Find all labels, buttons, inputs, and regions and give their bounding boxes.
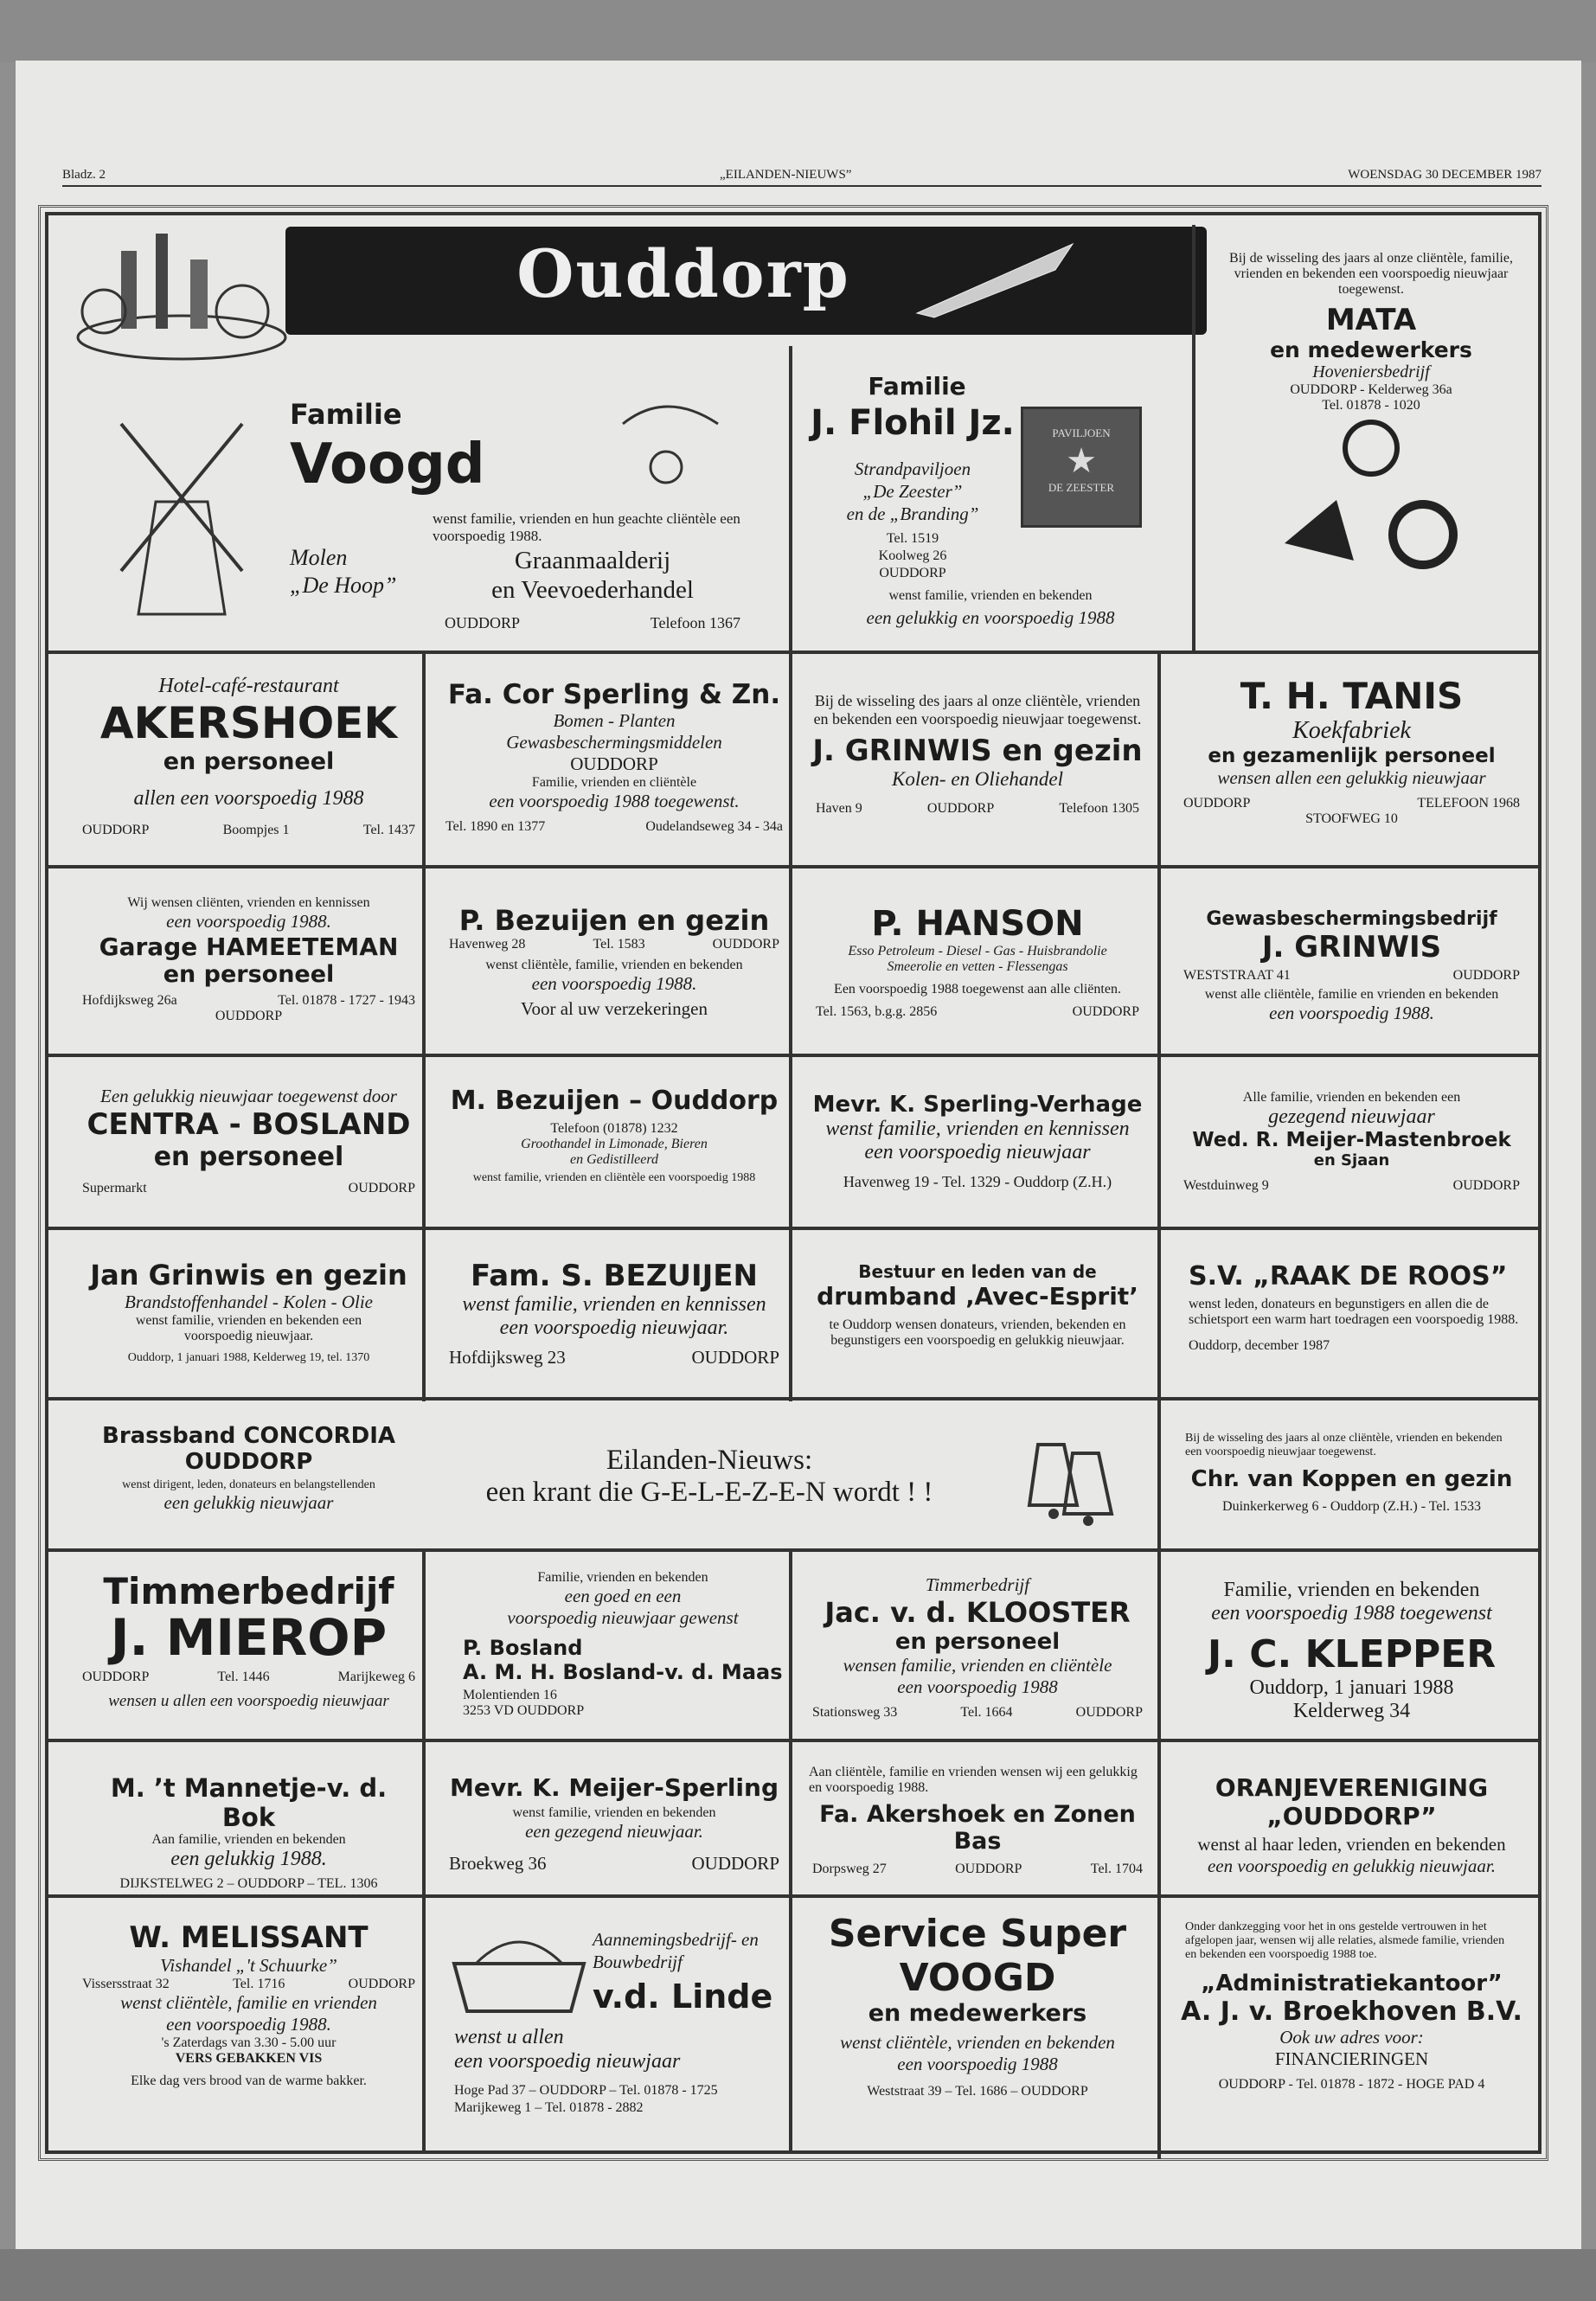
- akershoekbas-place: OUDDORP: [955, 1862, 1022, 1876]
- krant-l2: een krant die G-E-L-E-Z-E-N wordt ! !: [485, 1477, 933, 1508]
- linde-l1: wenst u allen: [454, 2026, 564, 2048]
- ad-hameeteman: [82, 895, 415, 1024]
- flohil-l1: Strandpaviljoen: [854, 458, 971, 479]
- sperling-wish: een voorspoedig 1988 toegewenst.: [489, 791, 740, 811]
- ad-hanson: [809, 904, 1146, 1020]
- melissant-biz: Vishandel „'t Schuurke”: [160, 1955, 337, 1976]
- service-name1: Service Super: [828, 1912, 1127, 1956]
- vdivider-mata: [1192, 225, 1195, 651]
- drumband-text: te Ouddorp wensen donateurs, vrienden, bekenden en begunstigers een voorspoedig en gelukkig nieuwjaar.: [829, 1317, 1126, 1348]
- ad-k-meijer: [445, 1773, 783, 1875]
- sbezuijen-contact: [445, 1347, 783, 1368]
- ad-bosland: [445, 1570, 783, 1719]
- ad-jan-grinwis: [82, 1259, 415, 1365]
- hameeteman-wish: een voorspoedig 1988.: [166, 911, 331, 932]
- divider-row4: [48, 1227, 1538, 1230]
- mierop-name: J. MIEROP: [110, 1608, 388, 1667]
- mbezuijen-name: M. Bezuijen – Ouddorp: [450, 1086, 779, 1116]
- oranje-name2: „OUDDORP”: [1266, 1802, 1437, 1830]
- linde-name: v.d. Linde: [593, 1977, 773, 2016]
- kmeijer-place: OUDDORP: [691, 1853, 779, 1874]
- klooster-addr: Stationsweg 33: [812, 1705, 898, 1720]
- hameeteman-contact: [82, 993, 415, 1009]
- divider-row1: [48, 651, 1538, 654]
- ad-service-super-voogd: [809, 1912, 1146, 2099]
- mata-intro: Bij de wisseling des jaars al onze cliëntèle, familie, vrienden en bekenden een voorspoedig nieuwjaar toegewenst.: [1229, 251, 1513, 297]
- akershoek-tel: Tel. 1437: [362, 823, 415, 837]
- mierop-wish: wensen u allen een voorspoedig nieuwjaar: [108, 1692, 389, 1710]
- melissant-l4: VERS GEBAKKEN VIS: [175, 2051, 323, 2066]
- bread-basket-icon: [450, 1920, 588, 2016]
- vdivider-b2: [789, 1552, 792, 2150]
- banner-title: Ouddorp: [516, 235, 850, 312]
- tanis-wish: wensen allen een gelukkig nieuwjaar: [1217, 767, 1486, 788]
- bezuijen1-tel: Tel. 1583: [593, 937, 645, 952]
- akershoekbas-intro: Aan cliëntèle, familie en vrienden wensen wij een gelukkig en voorspoedig 1988.: [809, 1765, 1138, 1795]
- bosland-name2: A. M. H. Bosland-v. d. Maas: [463, 1660, 783, 1684]
- klepper-l1: Familie, vrienden en bekenden: [1223, 1579, 1480, 1601]
- divider-row7: [48, 1739, 1538, 1742]
- page-number: Bladz. 2: [62, 168, 106, 182]
- zeester-stamp: [1021, 407, 1142, 528]
- garden-tools-icon: [1259, 413, 1484, 578]
- meijer-addr: Westduinweg 9: [1183, 1178, 1269, 1193]
- ad-klepper: [1176, 1579, 1527, 1723]
- ad-concordia: [82, 1423, 415, 1514]
- centra-contact: [82, 1181, 415, 1196]
- akershoekbas-addr: Dorpsweg 27: [812, 1862, 887, 1876]
- sbezuijen-place: OUDDORP: [691, 1347, 779, 1368]
- akershoekbas-name2: Bas: [953, 1828, 1002, 1855]
- ad-grinwis-kolen: [809, 692, 1146, 817]
- grinwis1-name: J. GRINWIS en gezin: [812, 734, 1143, 768]
- meijer-sub: en Sjaan: [1313, 1151, 1390, 1170]
- concordia-text: wenst dirigent, leden, donateurs en belangstellenden: [122, 1478, 375, 1491]
- hameeteman-name: Garage HAMEETEMAN: [99, 933, 399, 961]
- voogd-molen: Molen: [290, 545, 348, 570]
- centra-place: OUDDORP: [348, 1181, 415, 1195]
- bezuijen1-wish: een voorspoedig 1988.: [531, 973, 697, 994]
- klepper-name: J. C. KLEPPER: [1207, 1632, 1497, 1676]
- melissant-place: OUDDORP: [348, 1977, 415, 1991]
- linde-biz2: Bouwbedrijf: [593, 1952, 683, 1972]
- service-addr: Weststraat 39 – Tel. 1686 – OUDDORP: [867, 2084, 1088, 2099]
- ad-bezuijen-verzekeringen: [445, 904, 783, 1020]
- hanson-text: Een voorspoedig 1988 toegewenst aan alle cliënten.: [834, 982, 1121, 997]
- mata-sub: en medewerkers: [1270, 337, 1472, 362]
- mbezuijen-tel: Telefoon (01878) 1232: [550, 1121, 678, 1136]
- grinwis2-top: Gewasbeschermingsbedrijf: [1206, 908, 1497, 930]
- vdivider-a2: [422, 1552, 426, 2150]
- oranje-text: wenst al haar leden, vrienden en bekenden: [1197, 1834, 1506, 1855]
- bok-wish: een gelukkig 1988.: [170, 1848, 327, 1870]
- sperling-name: Fa. Cor Sperling & Zn.: [447, 679, 781, 710]
- klooster-top: Timmerbedrijf: [925, 1574, 1030, 1595]
- melissant-name: W. MELISSANT: [129, 1920, 369, 1955]
- tanis-tel: TELEFOON 1968: [1417, 796, 1520, 811]
- bosland-zip: 3253 VD OUDDORP: [463, 1703, 585, 1718]
- ad-grinwis-gewas: [1176, 908, 1527, 1024]
- bezuijen1-extra: Voor al uw verzekeringen: [521, 998, 708, 1019]
- meijer-wish: gezegend nieuwjaar: [1268, 1106, 1435, 1128]
- hanson-name: P. HANSON: [871, 904, 1084, 944]
- grinwis1-intro: Bij de wisseling des jaars al onze cliëntèle, vrienden en bekenden een voorspoedig nieuwjaar toegewenst.: [813, 692, 1142, 727]
- ad-van-koppen: [1176, 1432, 1527, 1515]
- voogd-place: OUDDORP: [445, 614, 521, 631]
- divider-row3: [48, 1054, 1538, 1057]
- mierop-place: OUDDORP: [82, 1670, 150, 1684]
- hanson-l1: Esso Petroleum - Diesel - Gas - Huisbrandolie: [848, 944, 1107, 958]
- divider-row6: [48, 1548, 1538, 1552]
- tanis-biz: Koekfabriek: [1292, 717, 1411, 744]
- admin-addr: OUDDORP - Tel. 01878 - 1872 - HOGE PAD 4: [1218, 2077, 1485, 2092]
- kmeijer-wish: een gezegend nieuwjaar.: [525, 1821, 703, 1842]
- flohil-addr: Koolweg 26: [878, 548, 947, 563]
- admin-name1: „Administratiekantoor”: [1201, 1971, 1503, 1997]
- raak-text: wenst leden, donateurs en begunstigers en allen die de schietsport een warm hart toedragen een voorspoedig 1988.: [1189, 1297, 1519, 1327]
- kmeijer-name: Mevr. K. Meijer-Sperling: [449, 1773, 779, 1802]
- grinwis2-name: J. GRINWIS: [1261, 930, 1442, 965]
- flohil-l3: en de „Branding”: [846, 503, 979, 524]
- melissant-l2: een voorspoedig 1988.: [166, 2014, 331, 2035]
- centra-sub: en personeel: [153, 1142, 344, 1172]
- flohil-text: wenst familie, vrienden en bekenden: [888, 588, 1093, 603]
- melissant-addr: Vissersstraat 32: [82, 1977, 170, 1991]
- akershoekbas-contact: [809, 1862, 1146, 1877]
- grinwis1-place: OUDDORP: [926, 801, 995, 816]
- bezuijen1-name: P. Bezuijen en gezin: [458, 904, 770, 937]
- service-l1: wenst cliëntèle, vrienden en bekenden: [840, 2032, 1115, 2053]
- vdivider-b: [789, 346, 792, 1401]
- kmeijer-text: wenst familie, vrienden en bekenden: [512, 1805, 716, 1820]
- jgrinwis-addr: Ouddorp, 1 januari 1988, Kelderweg 19, tel. 1370: [127, 1351, 370, 1364]
- klepper-date: Ouddorp, 1 januari 1988: [1249, 1676, 1454, 1699]
- flohil-tel: Tel. 1519: [886, 531, 939, 546]
- mata-addr: OUDDORP - Kelderweg 36a: [1290, 382, 1452, 397]
- voogd-biz2: en Veevoederhandel: [491, 576, 694, 604]
- hameeteman-intro: Wij wensen cliënten, vrienden en kennissen: [127, 895, 370, 910]
- ad-tanis: [1176, 675, 1527, 827]
- akershoek-place: OUDDORP: [82, 823, 150, 837]
- ad-raak-de-roos: [1176, 1261, 1527, 1354]
- bezuijen1-addr: Havenweg 28: [449, 937, 526, 952]
- jgrinwis-name: Jan Grinwis en gezin: [90, 1259, 407, 1292]
- voogd-contact: [433, 614, 753, 632]
- koppen-name: Chr. van Koppen en gezin: [1190, 1466, 1513, 1492]
- tanis-name: T. H. TANIS: [1240, 675, 1464, 717]
- grinwis2-wish: een voorspoedig 1988.: [1269, 1003, 1434, 1023]
- windmill-illustration: [95, 398, 268, 623]
- ouddorp-banner: [285, 227, 1207, 335]
- mierop-tel: Tel. 1446: [217, 1670, 270, 1684]
- drumband-top: Bestuur en leden van de: [858, 1261, 1097, 1282]
- hanson-tel: Tel. 1563, b.g.g. 2856: [816, 1004, 938, 1019]
- service-sub: en medewerkers: [868, 2000, 1087, 2027]
- melissant-l3: 's Zaterdags van 3.30 - 5.00 uur: [161, 2035, 337, 2050]
- voogd-tel: Telefoon 1367: [650, 614, 740, 631]
- mbezuijen-text: wenst familie, vrienden en cliëntèle een voorspoedig 1988: [472, 1171, 756, 1184]
- newspaper-name: „EILANDEN-NIEUWS”: [720, 168, 852, 182]
- klooster-l2: een voorspoedig 1988: [897, 1676, 1058, 1697]
- klooster-l1: wensen familie, vrienden en cliëntèle: [843, 1655, 1112, 1676]
- klooster-sub: en personeel: [894, 1629, 1061, 1655]
- tanis-addr: STOOFWEG 10: [1305, 811, 1398, 826]
- bok-text: Aan familie, vrienden en bekenden: [151, 1832, 346, 1847]
- akershoek-top: Hotel-café-restaurant: [158, 675, 339, 697]
- melissant-l1: wenst cliëntèle, familie en vrienden: [120, 1992, 377, 2013]
- quill-illustration: [908, 235, 1081, 322]
- flohil-wish: een gelukkig en voorspoedig 1988: [866, 607, 1115, 628]
- hanson-l2: Smeerolie en vetten - Flessengas: [887, 959, 1068, 974]
- jgrinwis-biz: Brandstoffenhandel - Kolen - Olie: [125, 1292, 373, 1312]
- still-life-illustration: [69, 208, 294, 363]
- service-l2: een voorspoedig 1988: [897, 2054, 1058, 2074]
- vdivider-a: [422, 654, 426, 1401]
- mierop-contact: [82, 1670, 415, 1685]
- raak-name: S.V. „RAAK DE ROOS”: [1189, 1261, 1508, 1292]
- krant-l1: Eilanden-Nieuws:: [606, 1445, 813, 1476]
- raak-date: Ouddorp, december 1987: [1189, 1338, 1330, 1353]
- meijer-name: Wed. R. Meijer-Mastenbroek: [1192, 1129, 1511, 1151]
- bells-icon: [1012, 1419, 1125, 1531]
- koppen-addr: Duinkerkerweg 6 - Ouddorp (Z.H.) - Tel. 1533: [1222, 1499, 1481, 1514]
- divider-row5: [48, 1397, 1538, 1400]
- admin-intro: Onder dankzegging voor het in ons gestelde vertrouwen in het afgelopen jaar, wensen wij alle relaties, alsmede familie, vrienden en bekenden een voorspoedig 1988 toe.: [1185, 1920, 1505, 1961]
- bok-addr: DIJKSTELWEG 2 – OUDDORP – TEL. 1306: [119, 1876, 378, 1891]
- tanis-place: OUDDORP: [1183, 796, 1251, 811]
- meijer-place: OUDDORP: [1452, 1178, 1520, 1193]
- grain-illustration: [614, 389, 727, 493]
- hameeteman-sub: en personeel: [163, 961, 335, 988]
- ad-akershoek: [82, 675, 415, 838]
- klooster-name: Jac. v. d. KLOOSTER: [824, 1596, 1131, 1629]
- voogd-biz1: Graanmaalderij: [514, 547, 671, 574]
- ad-k-sperling: [809, 1092, 1146, 1191]
- mata-tel: Tel. 01878 - 1020: [1322, 398, 1420, 413]
- grinwis2-text: wenst alle cliëntèle, familie en vrienden en bekenden: [1204, 987, 1499, 1002]
- admin-l2: FINANCIERINGEN: [1274, 2048, 1429, 2069]
- akershoekbas-name1: Fa. Akershoek en Zonen: [819, 1801, 1136, 1828]
- scan-background-top: [0, 0, 1596, 62]
- mbezuijen-l1: Groothandel in Limonade, Bieren: [521, 1137, 708, 1151]
- ad-sperling: [445, 679, 783, 835]
- klooster-tel: Tel. 1664: [960, 1705, 1013, 1720]
- melissant-tel: Tel. 1716: [233, 1977, 285, 1991]
- akershoek-sub: en personeel: [163, 748, 335, 775]
- mbezuijen-l2: en Gedistilleerd: [569, 1152, 659, 1167]
- ad-s-bezuijen: [445, 1259, 783, 1368]
- service-name2: VOOGD: [899, 1956, 1056, 2000]
- akershoek-name: AKERSHOEK: [99, 698, 398, 748]
- hanson-place: OUDDORP: [1072, 1004, 1139, 1019]
- ad-eilanden-nieuws: [450, 1445, 969, 1509]
- grinwis2-place: OUDDORP: [1452, 968, 1520, 983]
- flohil-familie: Familie: [868, 372, 966, 401]
- klooster-contact: [809, 1705, 1146, 1721]
- admin-l1: Ook uw adres voor:: [1279, 2027, 1424, 2048]
- sbezuijen-addr: Hofdijksweg 23: [449, 1347, 566, 1368]
- akershoekbas-tel: Tel. 1704: [1090, 1862, 1143, 1876]
- tanis-contact: [1176, 796, 1527, 811]
- stamp-text-1: PAVILJOEN: [1052, 426, 1111, 439]
- kmeijer-contact: [445, 1853, 783, 1875]
- mierop-addr: Marijkeweg 6: [337, 1670, 415, 1684]
- sbezuijen-name: Fam. S. BEZUIJEN: [471, 1259, 758, 1293]
- kmeijer-addr: Broekweg 36: [449, 1853, 547, 1874]
- scan-background-bottom: [0, 2249, 1596, 2301]
- sperling-addr: Oudelandseweg 34 - 34a: [645, 819, 783, 834]
- oranje-wish: een voorspoedig en gelukkig nieuwjaar.: [1207, 1856, 1496, 1876]
- bezuijen1-text: wenst cliëntèle, familie, vrienden en bekenden: [485, 958, 743, 972]
- sperling-text: Familie, vrienden en cliëntèle: [531, 775, 697, 790]
- ad-mierop: [82, 1570, 415, 1711]
- akershoek-addr: Boompjes 1: [222, 823, 290, 837]
- bosland-addr: Molentienden 16: [463, 1688, 557, 1702]
- page-header: [62, 164, 1542, 187]
- meijer-intro: Alle familie, vrienden en bekenden een: [1242, 1090, 1461, 1105]
- centra-left: Supermarkt: [82, 1181, 147, 1195]
- koppen-intro: Bij de wisseling des jaars al onze cliëntèle, vrienden en bekenden een voorspoedig nieuwjaar toegewenst.: [1185, 1432, 1503, 1458]
- ad-centra: [82, 1086, 415, 1196]
- bosland-l3: voorspoedig nieuwjaar gewenst: [507, 1607, 739, 1628]
- linde-a2: Marijkeweg 1 – Tel. 01878 - 2882: [454, 2100, 644, 2115]
- star-icon: ★: [1066, 441, 1097, 480]
- centra-name: CENTRA - BOSLAND: [87, 1107, 411, 1142]
- voogd-name: Voogd: [290, 433, 485, 497]
- centra-top: Een gelukkig nieuwjaar toegewenst door: [100, 1086, 397, 1106]
- divider-row8: [48, 1894, 1538, 1898]
- grinwis2-contact: [1176, 968, 1527, 984]
- hameeteman-tel: Tel. 01878 - 1727 - 1943: [278, 993, 415, 1008]
- klepper-addr: Kelderweg 34: [1292, 1700, 1411, 1722]
- bosland-name1: P. Bosland: [463, 1636, 583, 1660]
- ksperling-l1: wenst familie, vrienden en kennissen: [825, 1118, 1130, 1140]
- drumband-name: drumband ‚Avec-Esprit’: [817, 1282, 1138, 1311]
- klepper-l2: een voorspoedig 1988 toegewenst: [1211, 1602, 1492, 1625]
- flohil-l2: „De Zeester”: [862, 481, 963, 502]
- ad-meijer-mastenbroek: [1176, 1090, 1527, 1194]
- grinwis1-tel: Telefoon 1305: [1059, 801, 1139, 816]
- concordia-wish: een gelukkig nieuwjaar: [163, 1492, 334, 1513]
- linde-l2: een voorspoedig nieuwjaar: [454, 2050, 681, 2073]
- klooster-place: OUDDORP: [1075, 1705, 1143, 1720]
- voogd-hoop: „De Hoop”: [290, 573, 397, 598]
- mata-biz: Hoveniersbedrijf: [1312, 362, 1430, 381]
- mata-name: MATA: [1325, 303, 1417, 337]
- mierop-top: Timmerbedrijf: [103, 1570, 394, 1612]
- bosland-l2: een goed en een: [564, 1586, 682, 1606]
- sperling-contact: [445, 819, 783, 835]
- bezuijen1-contact: [445, 937, 783, 952]
- concordia-name1: Brassband CONCORDIA: [102, 1423, 395, 1449]
- ksperling-name: Mevr. K. Sperling-Verhage: [812, 1092, 1143, 1118]
- concordia-name2: OUDDORP: [184, 1449, 313, 1475]
- akershoek-contact: [82, 823, 415, 838]
- sperling-l1: Bomen - Planten: [553, 710, 676, 731]
- melissant-contact: [82, 1977, 415, 1992]
- grinwis2-addr: WESTSTRAAT 41: [1183, 968, 1291, 983]
- ad-klooster: [809, 1574, 1146, 1721]
- tanis-sub: en gezamenlijk personeel: [1208, 745, 1496, 767]
- sbezuijen-l2: een voorspoedig nieuwjaar.: [499, 1317, 729, 1339]
- sperling-tel: Tel. 1890 en 1377: [445, 819, 546, 834]
- grinwis1-addr: Haven 9: [816, 801, 862, 816]
- oranje-name1: ORANJEVERENIGING: [1215, 1773, 1489, 1802]
- stamp-text-2: DE ZEESTER: [1048, 481, 1115, 494]
- akershoek-wish: allen een voorspoedig 1988: [133, 787, 364, 810]
- meijer-contact: [1176, 1178, 1527, 1194]
- vdivider-c: [1157, 654, 1161, 2159]
- melissant-l5: Elke dag vers brood van de warme bakker.: [131, 2073, 367, 2088]
- jgrinwis-text: wenst familie, vrienden en bekenden een voorspoedig nieuwjaar.: [135, 1313, 362, 1343]
- sperling-l2: Gewasbeschermingsmiddelen: [506, 732, 722, 753]
- ksperling-l2: een voorspoedig nieuwjaar: [864, 1141, 1091, 1163]
- ad-melissant: [82, 1920, 415, 2089]
- ad-oranjevereniging: [1176, 1773, 1527, 1877]
- hanson-contact: [809, 1004, 1146, 1020]
- flohil-place: OUDDORP: [879, 566, 946, 580]
- grinwis1-contact: [809, 801, 1146, 817]
- ad-mata: [1211, 251, 1531, 631]
- issue-date: WOENSDAG 30 DECEMBER 1987: [1348, 168, 1542, 182]
- ad-bok: [82, 1773, 415, 1892]
- voogd-familie: Familie: [290, 398, 402, 431]
- voogd-text: wenst familie, vrienden en hun geachte cliëntèle een voorspoedig 1988.: [433, 510, 740, 544]
- hameeteman-place: OUDDORP: [215, 1009, 283, 1023]
- divider-row2: [48, 865, 1538, 868]
- linde-a1: Hoge Pad 37 – OUDDORP – Tel. 01878 - 1725: [454, 2083, 718, 2098]
- ad-drumband: [809, 1261, 1146, 1349]
- bok-name: M. ’t Mannetje-v. d. Bok: [110, 1773, 388, 1832]
- ad-voogd: [95, 346, 770, 640]
- sperling-place: OUDDORP: [570, 753, 658, 774]
- ad-m-bezuijen: [445, 1086, 783, 1185]
- ad-administratiekantoor: [1176, 1920, 1527, 2093]
- hameeteman-addr: Hofdijksweg 26a: [82, 993, 177, 1008]
- bosland-l1: Familie, vrienden en bekenden: [537, 1570, 708, 1585]
- linde-biz1: Aannemingsbedrijf- en: [593, 1929, 759, 1950]
- ad-akershoek-bas: [809, 1765, 1146, 1877]
- bezuijen1-place: OUDDORP: [712, 937, 779, 952]
- sbezuijen-l1: wenst familie, vrienden en kennissen: [462, 1293, 766, 1316]
- admin-name2: A. J. v. Broekhoven B.V.: [1181, 1997, 1522, 2027]
- ksperling-addr: Havenweg 19 - Tel. 1329 - Ouddorp (Z.H.): [843, 1173, 1112, 1190]
- grinwis1-biz: Kolen- en Oliehandel: [891, 768, 1063, 790]
- ad-flohil: [800, 372, 1181, 631]
- flohil-name: J. Flohil Jz.: [811, 403, 1015, 443]
